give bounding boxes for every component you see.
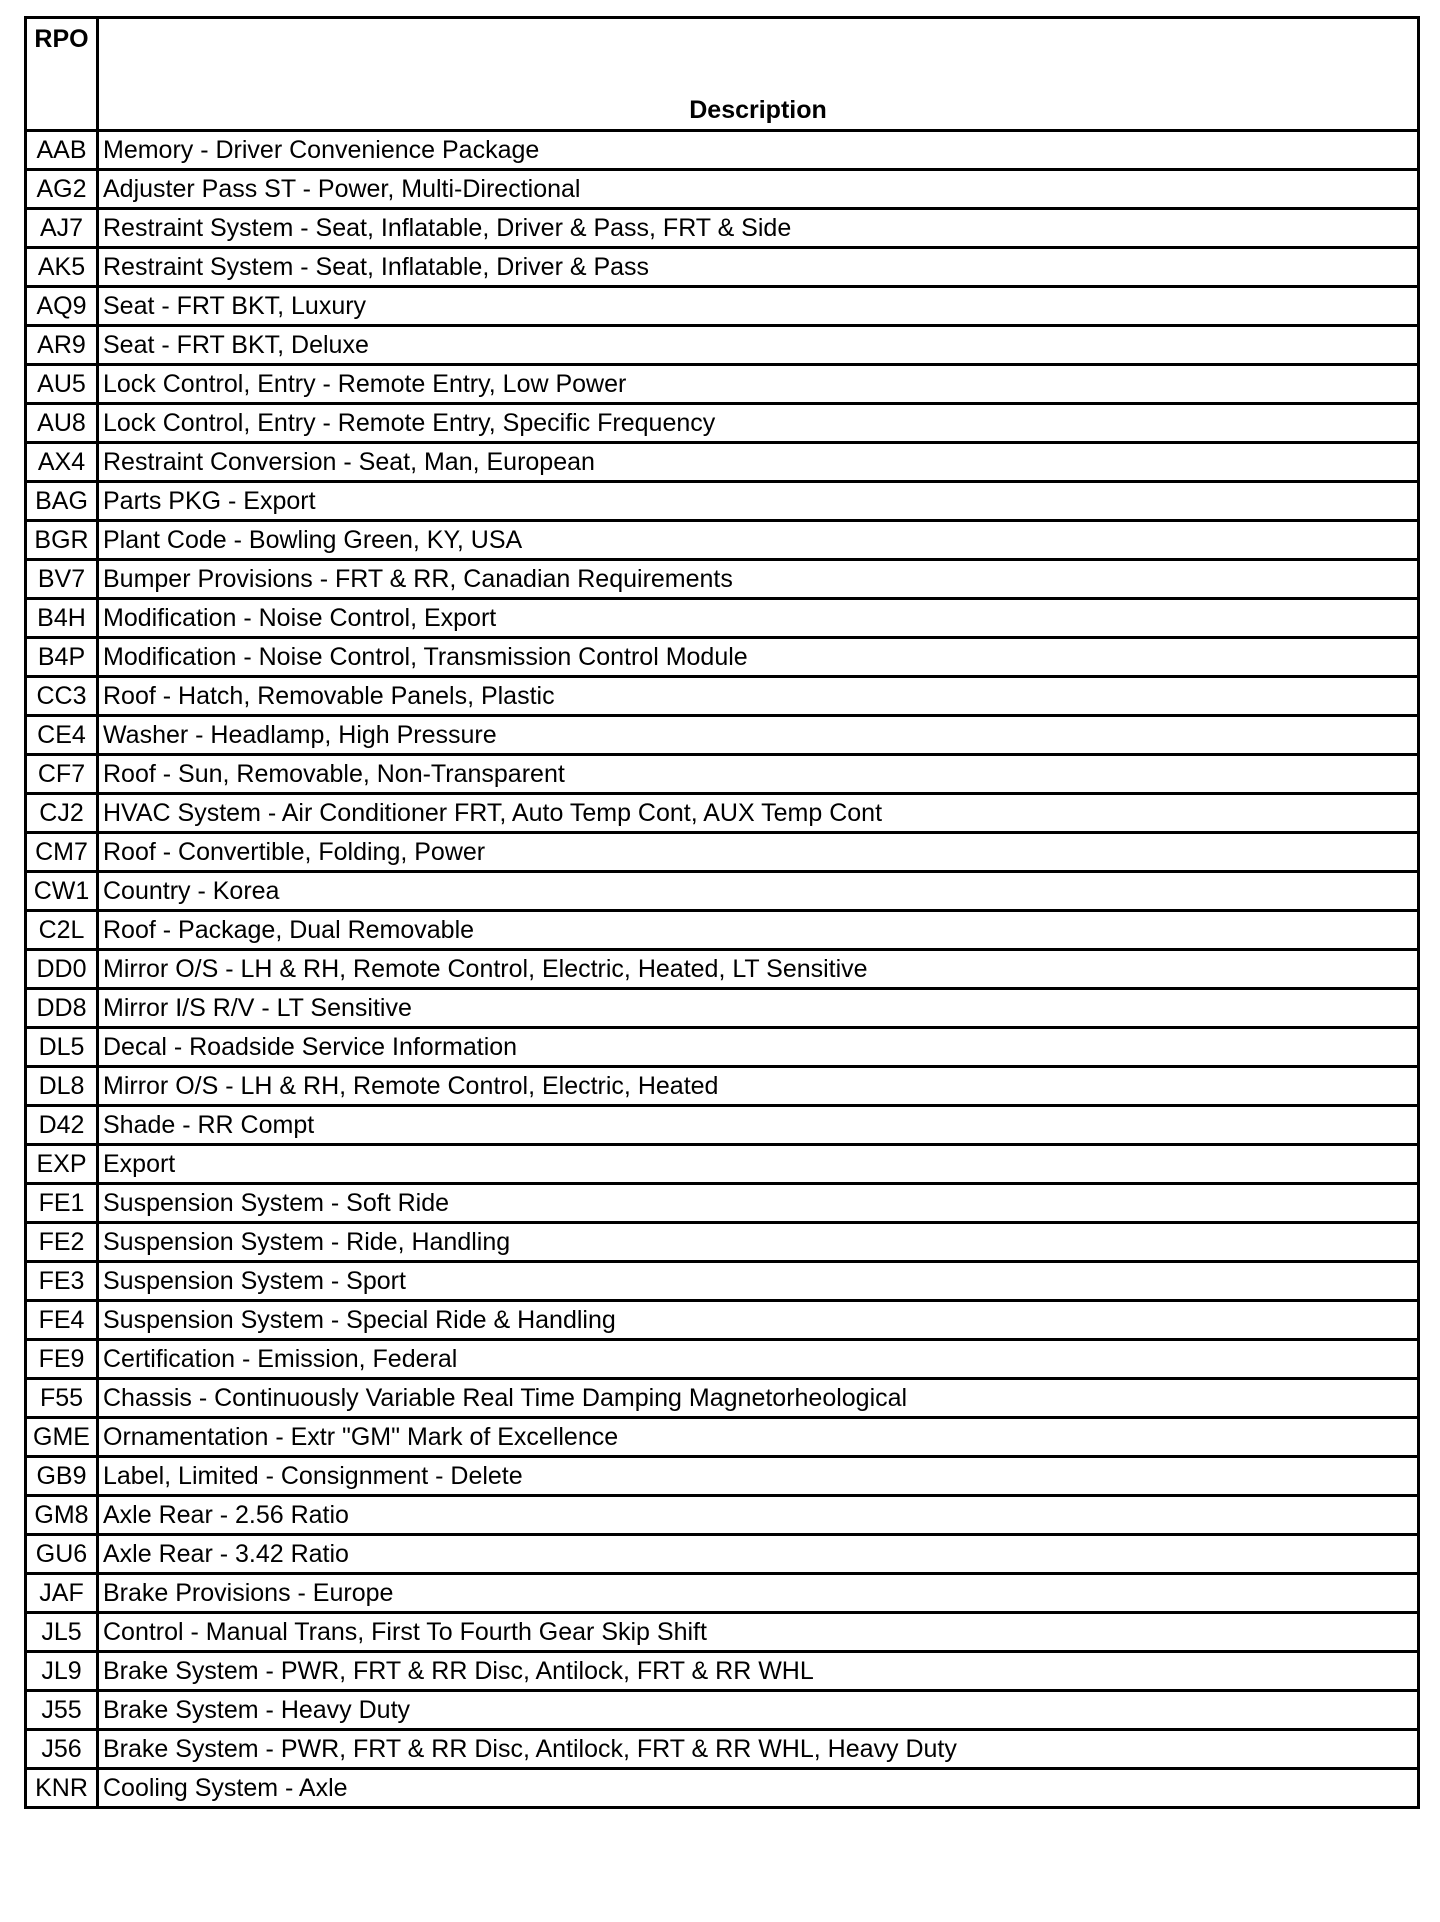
- table-row: [26, 1184, 1419, 1223]
- description-cell: Chassis - Continuously Variable Real Time Damping Magnetorheological: [98, 1379, 1419, 1418]
- rpo-code-cell: AK5: [26, 248, 98, 287]
- description-cell: Export: [98, 1145, 1419, 1184]
- rpo-code-cell: DL8: [26, 1067, 98, 1106]
- rpo-code-cell: BGR: [26, 521, 98, 560]
- rpo-code-cell: BAG: [26, 482, 98, 521]
- table-row: [26, 872, 1419, 911]
- rpo-code-cell: AG2: [26, 170, 98, 209]
- description-cell: Suspension System - Sport: [98, 1262, 1419, 1301]
- description-cell: Label, Limited - Consignment - Delete: [98, 1457, 1419, 1496]
- table-row: [26, 638, 1419, 677]
- description-cell: Modification - Noise Control, Export: [98, 599, 1419, 638]
- rpo-code-cell: CE4: [26, 716, 98, 755]
- description-cell: Adjuster Pass ST - Power, Multi-Directional: [98, 170, 1419, 209]
- rpo-code-cell: CM7: [26, 833, 98, 872]
- table-row: [26, 1652, 1419, 1691]
- rpo-code-cell: JAF: [26, 1574, 98, 1613]
- rpo-code-cell: C2L: [26, 911, 98, 950]
- description-cell: Restraint System - Seat, Inflatable, Driver & Pass, FRT & Side: [98, 209, 1419, 248]
- table-row: [26, 911, 1419, 950]
- description-cell: HVAC System - Air Conditioner FRT, Auto Temp Cont, AUX Temp Cont: [98, 794, 1419, 833]
- description-cell: Roof - Sun, Removable, Non-Transparent: [98, 755, 1419, 794]
- rpo-code-cell: DL5: [26, 1028, 98, 1067]
- table-row: [26, 1223, 1419, 1262]
- rpo-code-cell: AJ7: [26, 209, 98, 248]
- table-row: [26, 1301, 1419, 1340]
- description-cell: Suspension System - Soft Ride: [98, 1184, 1419, 1223]
- rpo-code-cell: F55: [26, 1379, 98, 1418]
- header-description: Description: [98, 18, 1419, 131]
- description-cell: Suspension System - Ride, Handling: [98, 1223, 1419, 1262]
- description-cell: Shade - RR Compt: [98, 1106, 1419, 1145]
- rpo-code-cell: AR9: [26, 326, 98, 365]
- rpo-code-cell: J56: [26, 1730, 98, 1769]
- description-cell: Country - Korea: [98, 872, 1419, 911]
- description-cell: Ornamentation - Extr "GM" Mark of Excellence: [98, 1418, 1419, 1457]
- table-row: [26, 482, 1419, 521]
- table-row: [26, 131, 1419, 170]
- rpo-code-cell: GU6: [26, 1535, 98, 1574]
- rpo-code-cell: D42: [26, 1106, 98, 1145]
- table-row: [26, 404, 1419, 443]
- description-cell: Memory - Driver Convenience Package: [98, 131, 1419, 170]
- table-row: [26, 326, 1419, 365]
- rpo-code-cell: CJ2: [26, 794, 98, 833]
- table-row: [26, 1106, 1419, 1145]
- description-cell: Lock Control, Entry - Remote Entry, Low Power: [98, 365, 1419, 404]
- table-row: [26, 716, 1419, 755]
- table-row: [26, 1379, 1419, 1418]
- table-row: [26, 443, 1419, 482]
- table-row: [26, 794, 1419, 833]
- rpo-code-cell: DD8: [26, 989, 98, 1028]
- description-cell: Modification - Noise Control, Transmission Control Module: [98, 638, 1419, 677]
- table-body: [26, 131, 1419, 1808]
- table-row: [26, 1262, 1419, 1301]
- rpo-code-cell: KNR: [26, 1769, 98, 1808]
- description-cell: Decal - Roadside Service Information: [98, 1028, 1419, 1067]
- description-cell: Brake System - PWR, FRT & RR Disc, Antilock, FRT & RR WHL, Heavy Duty: [98, 1730, 1419, 1769]
- table-row: [26, 1691, 1419, 1730]
- description-cell: Bumper Provisions - FRT & RR, Canadian Requirements: [98, 560, 1419, 599]
- rpo-code-cell: FE4: [26, 1301, 98, 1340]
- table-row: [26, 287, 1419, 326]
- rpo-code-cell: CF7: [26, 755, 98, 794]
- description-cell: Roof - Hatch, Removable Panels, Plastic: [98, 677, 1419, 716]
- rpo-code-cell: AX4: [26, 443, 98, 482]
- rpo-code-cell: EXP: [26, 1145, 98, 1184]
- description-cell: Suspension System - Special Ride & Handling: [98, 1301, 1419, 1340]
- table-row: [26, 170, 1419, 209]
- rpo-code-cell: AAB: [26, 131, 98, 170]
- header-rpo: RPO: [26, 18, 98, 131]
- rpo-code-cell: FE1: [26, 1184, 98, 1223]
- table-row: [26, 755, 1419, 794]
- table-row: [26, 1574, 1419, 1613]
- description-cell: Plant Code - Bowling Green, KY, USA: [98, 521, 1419, 560]
- rpo-code-cell: GME: [26, 1418, 98, 1457]
- rpo-code-cell: CC3: [26, 677, 98, 716]
- rpo-code-cell: GB9: [26, 1457, 98, 1496]
- rpo-code-cell: B4P: [26, 638, 98, 677]
- table-header: [26, 18, 1419, 131]
- description-cell: Seat - FRT BKT, Deluxe: [98, 326, 1419, 365]
- table-row: [26, 1145, 1419, 1184]
- table-row: [26, 1769, 1419, 1808]
- rpo-code-cell: FE2: [26, 1223, 98, 1262]
- rpo-code-cell: BV7: [26, 560, 98, 599]
- description-cell: Lock Control, Entry - Remote Entry, Specific Frequency: [98, 404, 1419, 443]
- description-cell: Control - Manual Trans, First To Fourth Gear Skip Shift: [98, 1613, 1419, 1652]
- table-row: [26, 1067, 1419, 1106]
- table-row: [26, 560, 1419, 599]
- description-cell: Washer - Headlamp, High Pressure: [98, 716, 1419, 755]
- table-row: [26, 248, 1419, 287]
- table-row: [26, 521, 1419, 560]
- description-cell: Cooling System - Axle: [98, 1769, 1419, 1808]
- rpo-code-cell: AQ9: [26, 287, 98, 326]
- rpo-code-cell: JL9: [26, 1652, 98, 1691]
- header-row: [26, 18, 1419, 131]
- rpo-code-cell: AU8: [26, 404, 98, 443]
- description-cell: Restraint System - Seat, Inflatable, Driver & Pass: [98, 248, 1419, 287]
- description-cell: Mirror O/S - LH & RH, Remote Control, Electric, Heated, LT Sensitive: [98, 950, 1419, 989]
- table-row: [26, 599, 1419, 638]
- table-row: [26, 833, 1419, 872]
- table-row: [26, 1535, 1419, 1574]
- rpo-code-cell: GM8: [26, 1496, 98, 1535]
- table-row: [26, 1496, 1419, 1535]
- description-cell: Axle Rear - 2.56 Ratio: [98, 1496, 1419, 1535]
- description-cell: Axle Rear - 3.42 Ratio: [98, 1535, 1419, 1574]
- description-cell: Restraint Conversion - Seat, Man, European: [98, 443, 1419, 482]
- rpo-code-cell: FE9: [26, 1340, 98, 1379]
- table-row: [26, 365, 1419, 404]
- rpo-code-cell: FE3: [26, 1262, 98, 1301]
- rpo-code-cell: DD0: [26, 950, 98, 989]
- table-row: [26, 1418, 1419, 1457]
- description-cell: Mirror I/S R/V - LT Sensitive: [98, 989, 1419, 1028]
- rpo-code-cell: J55: [26, 1691, 98, 1730]
- description-cell: Brake System - PWR, FRT & RR Disc, Antilock, FRT & RR WHL: [98, 1652, 1419, 1691]
- description-cell: Certification - Emission, Federal: [98, 1340, 1419, 1379]
- rpo-code-cell: JL5: [26, 1613, 98, 1652]
- table-row: [26, 209, 1419, 248]
- table-row: [26, 1340, 1419, 1379]
- table-row: [26, 1028, 1419, 1067]
- rpo-table: [24, 16, 1420, 1809]
- description-cell: Mirror O/S - LH & RH, Remote Control, Electric, Heated: [98, 1067, 1419, 1106]
- table-row: [26, 950, 1419, 989]
- rpo-code-cell: CW1: [26, 872, 98, 911]
- table-row: [26, 989, 1419, 1028]
- description-cell: Brake Provisions - Europe: [98, 1574, 1419, 1613]
- description-cell: Seat - FRT BKT, Luxury: [98, 287, 1419, 326]
- table-row: [26, 1457, 1419, 1496]
- table-row: [26, 677, 1419, 716]
- description-cell: Parts PKG - Export: [98, 482, 1419, 521]
- description-cell: Brake System - Heavy Duty: [98, 1691, 1419, 1730]
- description-cell: Roof - Package, Dual Removable: [98, 911, 1419, 950]
- rpo-code-cell: AU5: [26, 365, 98, 404]
- description-cell: Roof - Convertible, Folding, Power: [98, 833, 1419, 872]
- table-row: [26, 1730, 1419, 1769]
- table-row: [26, 1613, 1419, 1652]
- rpo-code-cell: B4H: [26, 599, 98, 638]
